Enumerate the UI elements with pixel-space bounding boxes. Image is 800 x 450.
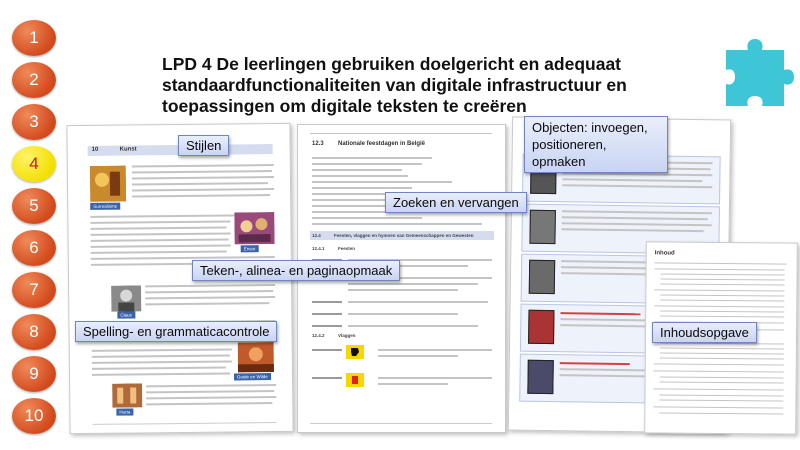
- chapter-number: 10: [91, 146, 99, 153]
- king-baudouin-portrait: [529, 260, 555, 294]
- ensor-painting-image: [234, 212, 274, 244]
- label-inhoudsopgave: Inhoudsopgave: [652, 322, 757, 343]
- step-1[interactable]: 1: [12, 20, 56, 56]
- step-7[interactable]: 7: [12, 272, 56, 308]
- step-10[interactable]: 10: [12, 398, 56, 434]
- section2-number: 12.4: [312, 233, 321, 238]
- caption-surrealisme: Surrealisme: [90, 203, 120, 210]
- king-albert-portrait: [529, 210, 555, 244]
- label-zoeken-en-vervangen: Zoeken en vervangen: [385, 192, 527, 213]
- section2-title: Feesten, vlaggen en hymnen van Gemeenschappen en Gewesten: [334, 233, 474, 238]
- caption-ensor: Ensor: [241, 245, 259, 252]
- guide-en-wilde-painting-image: [238, 342, 274, 372]
- label-teken-alinea-paginaopmaak: Teken-, alinea- en paginaopmaak: [192, 260, 400, 281]
- horta-building-image: [112, 383, 142, 407]
- step-6[interactable]: 6: [12, 230, 56, 266]
- toc-heading: Inhoud: [654, 250, 675, 257]
- king-albert-ii-portrait: [528, 310, 554, 344]
- slide-title: LPD 4 De leerlingen gebruiken doelgericht en adequaat standaardfunctionaliteiten van digitale infrastructuur en toepassingen om digitale teksten te creëren: [162, 54, 627, 116]
- step-2[interactable]: 2: [12, 62, 56, 98]
- french-community-flag-image: [346, 373, 364, 387]
- label-objecten: Objecten: invoegen, positioneren, opmaken: [524, 116, 668, 173]
- step-8[interactable]: 8: [12, 314, 56, 350]
- caption-guide-en-wilde: Guide en Wilde: [234, 373, 271, 380]
- chapter-title: Kunst: [119, 146, 137, 153]
- step-3[interactable]: 3: [12, 104, 56, 140]
- section-number: 12.3: [312, 141, 324, 147]
- flemish-flag-image: [346, 345, 364, 359]
- claus-portrait-image: [111, 285, 141, 311]
- subsection-number: 12.4.1: [312, 246, 325, 251]
- step-4-active[interactable]: 4: [12, 146, 56, 182]
- caption-claus: Claus: [117, 311, 135, 318]
- step-5[interactable]: 5: [12, 188, 56, 224]
- label-stijlen: Stijlen: [178, 135, 229, 156]
- king-philippe-portrait: [527, 360, 553, 394]
- puzzle-piece-icon: [722, 36, 794, 108]
- section-title: Nationale feestdagen in België: [338, 141, 426, 147]
- step-9[interactable]: 9: [12, 356, 56, 392]
- subsection-title: Feesten: [338, 246, 356, 251]
- subsection2-title: Vlaggen: [338, 333, 356, 338]
- label-spelling-grammaticacontrole: Spelling- en grammaticacontrole: [75, 321, 277, 342]
- caption-horta: Horta: [116, 408, 133, 415]
- subsection2-number: 12.4.2: [312, 333, 325, 338]
- surrealism-painting-image: [90, 166, 126, 202]
